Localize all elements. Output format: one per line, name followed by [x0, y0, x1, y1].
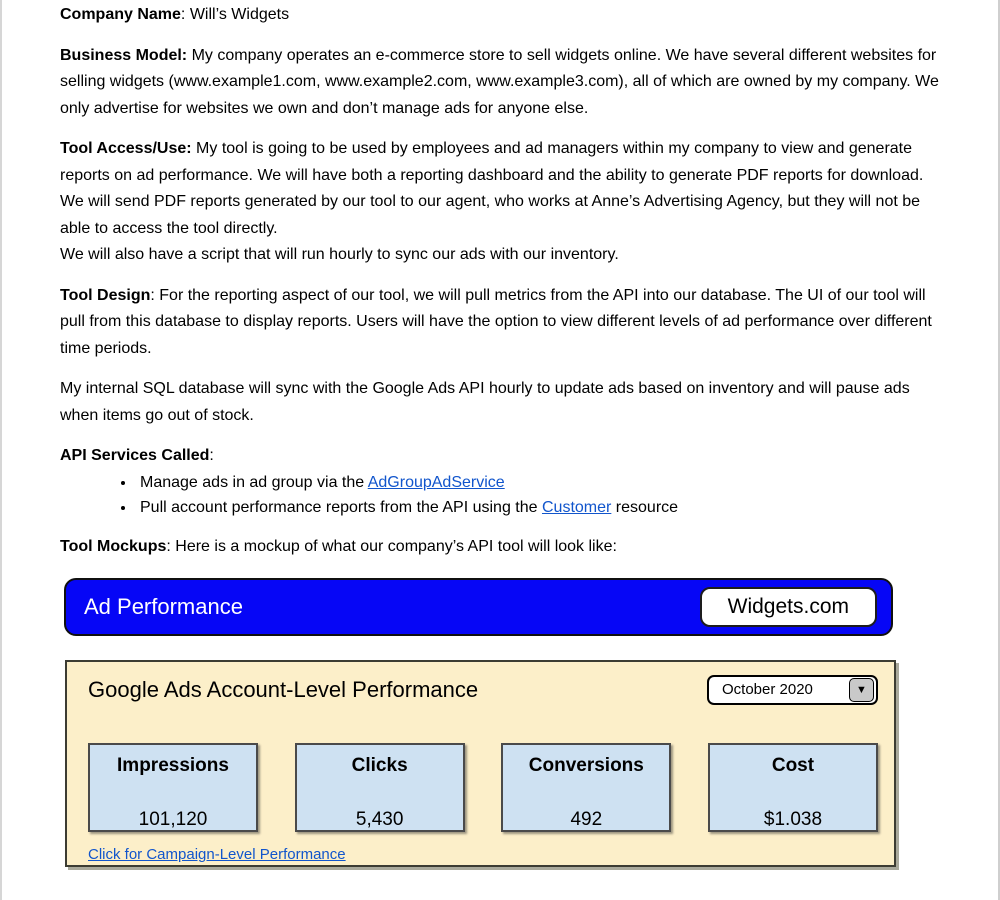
mockup-app-header [64, 578, 893, 636]
metric-card-cost [708, 743, 878, 832]
campaign-level-performance-link[interactable]: Click for Campaign-Level Performance [88, 846, 346, 863]
metric-card-conversions [501, 743, 671, 832]
metric-label: Clicks [351, 755, 408, 776]
paragraph-tool-mockups [60, 534, 940, 561]
dropdown-arrow-button[interactable] [849, 678, 874, 702]
panel-header-row [88, 675, 878, 705]
tool-design-text: : For the reporting aspect of our tool, we will pull metrics from the API into our database. The UI of our tool will pull from this database to display reports. Users will have the option to view different levels of ad performance over different time periods. [60, 286, 932, 357]
panel-footer [88, 842, 878, 869]
metric-label: Cost [771, 755, 815, 776]
tool-access-label: Tool Access/Use: [60, 140, 192, 157]
paragraph-business-model [60, 43, 940, 123]
bullet1-text: Manage ads in ad group via the [140, 473, 368, 491]
customer-link[interactable]: Customer [541, 498, 612, 516]
paragraph-company-name [60, 2, 940, 29]
business-model-label: Business Model: [60, 46, 188, 64]
metric-value: 101,120 [138, 808, 208, 830]
sql-note-text: My internal SQL database will sync with the Google Ads API hourly to update ads based on inventory and will pause ads when items go out of stock. [60, 380, 910, 424]
metric-value: $1.038 [763, 808, 823, 830]
date-range-value: October 2020 [722, 680, 813, 698]
api-services-label: API Services Called [60, 447, 210, 464]
metric-label: Impressions [117, 755, 229, 776]
api-services-colon: : [209, 447, 214, 464]
paragraph-sql-note [60, 376, 940, 429]
chevron-down-icon: ▼ [856, 683, 867, 696]
tool-mockups-label: Tool Mockups [60, 537, 167, 555]
widgets-site-button[interactable]: Widgets.com [700, 587, 877, 627]
business-model-text: My company operates an e-commerce store to sell widgets online. We have several different websites for selling widgets (www.example1.com, www.example2.com, www.example3.com), all of which are owned by my company. We only advertise for websites we own and don’t manage ads for anyone else. [60, 46, 939, 117]
date-range-dropdown[interactable] [707, 675, 878, 705]
tool-access-line2: We will also have a script that will run hourly to sync our ads with our inventory. [60, 246, 619, 263]
company-name-label: Company Name [60, 6, 181, 23]
metric-value: 492 [570, 808, 603, 830]
paragraph-api-services [60, 443, 940, 470]
api-services-list [60, 470, 940, 520]
adgroupadservice-link[interactable]: AdGroupAdService [367, 473, 505, 491]
panel-title: Google Ads Account-Level Performance [88, 676, 479, 702]
document-body [2, 0, 998, 867]
metric-value: 5,430 [355, 808, 404, 830]
metric-card-clicks [295, 743, 465, 832]
bullet2-after: resource [611, 498, 679, 516]
list-item-adgroupadservice [136, 470, 940, 495]
paragraph-tool-access [60, 136, 940, 269]
tool-access-text: My tool is going to be used by employees and ad managers within my company to view and generate reports on ad performance. We will have both a reporting dashboard and the ability to generate PDF reports for download. We will send PDF reports generated by our tool to our agent, who works at Anne’s Advertising Agency, but they will not be able to access the tool directly. [60, 140, 924, 237]
metric-label: Conversions [528, 755, 644, 776]
list-item-customer-resource [136, 495, 940, 520]
bullet2-text: Pull account performance reports from the API using the [140, 498, 542, 516]
tool-mockups-text: : Here is a mockup of what our company’s API tool will look like: [166, 537, 617, 555]
account-performance-panel [65, 660, 896, 867]
metrics-row [88, 743, 878, 832]
metric-card-impressions [88, 743, 258, 832]
paragraph-tool-design [60, 283, 940, 363]
company-name-value: : Will’s Widgets [180, 6, 290, 23]
tool-design-label: Tool Design [60, 286, 151, 304]
mockup-page-title: Ad Performance [84, 593, 243, 619]
